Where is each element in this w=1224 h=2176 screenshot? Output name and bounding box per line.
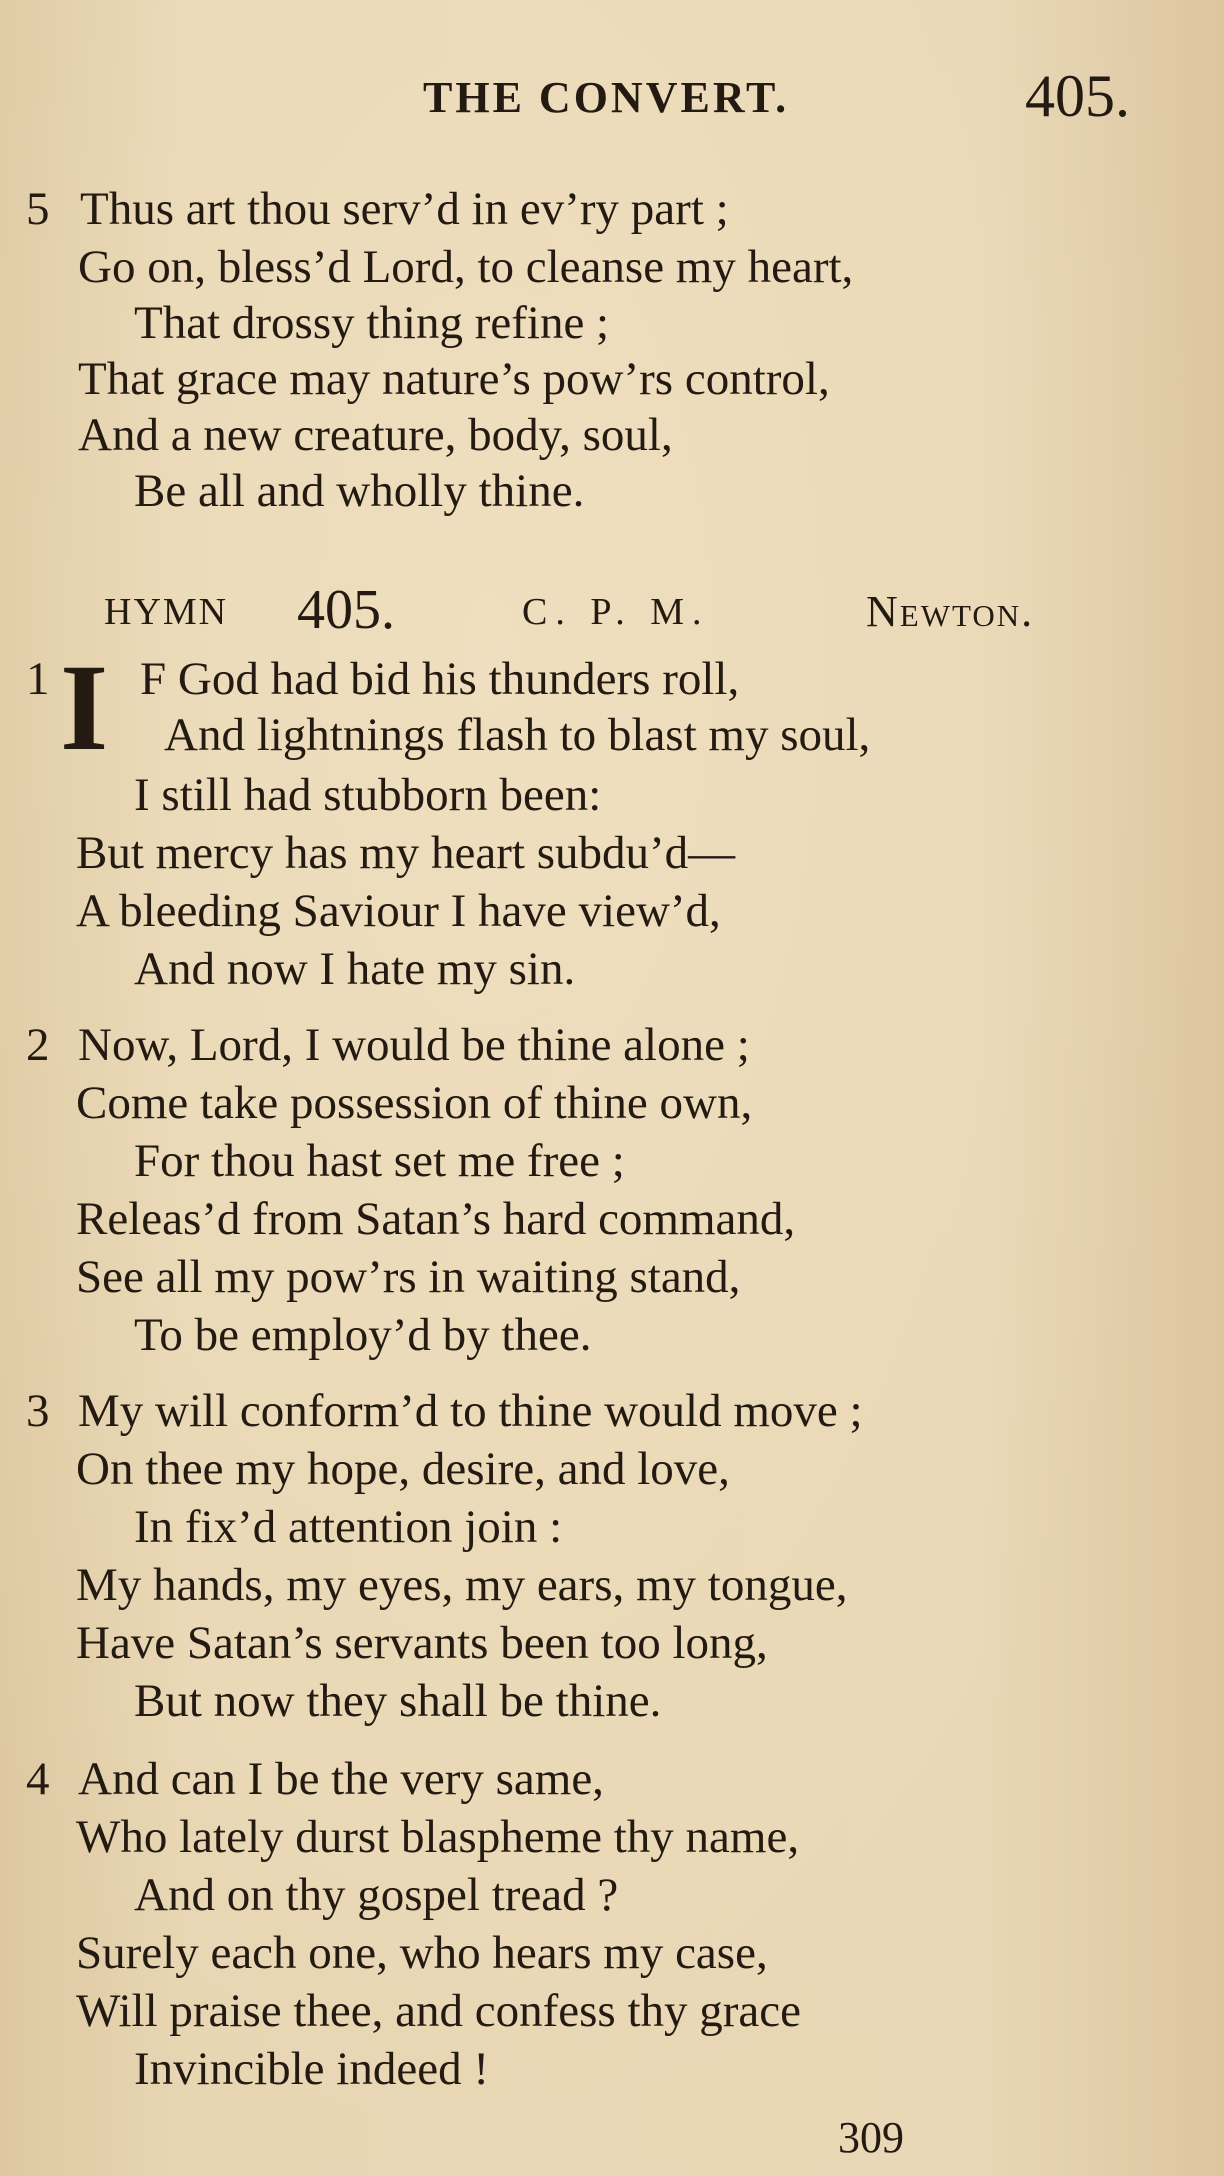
hymn-heading	[0, 580, 1224, 640]
verse-line: But now they shall be thine.	[134, 1675, 662, 1727]
page-header	[0, 62, 1224, 132]
verse-line: Go on, bless’d Lord, to cleanse my heart,	[78, 241, 854, 293]
verse-line: Come take possession of thine own,	[76, 1077, 753, 1129]
verse-line: Now, Lord, I would be thine alone ;	[78, 1019, 750, 1071]
verse-line: Be all and wholly thine.	[134, 465, 585, 517]
verse-line: Will praise thee, and confess thy grace	[76, 1985, 802, 2037]
verse-line: My will conform’d to thine would move ;	[78, 1385, 863, 1437]
stanza-number: 4	[26, 1753, 50, 1805]
verse-line: A bleeding Saviour I have view’d,	[76, 885, 721, 937]
drop-cap: I	[60, 639, 109, 776]
verse-line: That drossy thing refine ;	[134, 297, 610, 349]
verse-line: Releas’d from Satan’s hard command,	[76, 1193, 796, 1245]
verse-line: F God had bid his thunders roll,	[140, 653, 740, 705]
page-number: 405.	[1025, 63, 1130, 129]
verse-line: And can I be the very same,	[78, 1753, 604, 1805]
verse-line: Thus art thou serv’d in ev’ry part ;	[80, 183, 729, 235]
verse-line: Have Satan’s servants been too long,	[76, 1617, 768, 1669]
stanza-number: 3	[26, 1385, 50, 1437]
verse-line: For thou hast set me free ;	[134, 1135, 625, 1187]
hymn-meter: C. P. M.	[522, 591, 710, 633]
verse-line: Who lately durst blaspheme thy name,	[76, 1811, 800, 1863]
verse-line: Surely each one, who hears my case,	[76, 1927, 768, 1979]
verse-line: I still had stubborn been:	[134, 769, 602, 821]
verse-line: And lightnings flash to blast my soul,	[164, 709, 871, 761]
verse-line: And on thy gospel tread ?	[134, 1869, 619, 1921]
verse-line: My hands, my eyes, my ears, my tongue,	[76, 1559, 848, 1611]
verse-line: On thee my hope, desire, and love,	[76, 1443, 730, 1495]
verse-line: Invincible indeed !	[134, 2043, 489, 2095]
hymn-number: 405.	[297, 579, 395, 641]
verse-line: See all my pow’rs in waiting stand,	[76, 1251, 741, 1303]
stanza-number: 1	[26, 653, 50, 705]
verse-line: To be employ’d by thee.	[134, 1309, 592, 1361]
stanza-number: 5	[26, 183, 50, 235]
verse-line: In fix’d attention join :	[134, 1501, 563, 1553]
hymn-label: HYMN	[104, 591, 229, 633]
verse-line: That grace may nature’s pow’rs control,	[78, 353, 830, 405]
folio-number: 309	[838, 2113, 904, 2162]
running-title: THE CONVERT.	[423, 73, 790, 122]
verse-line: And now I hate my sin.	[134, 943, 576, 995]
verse-line: But mercy has my heart subdu’d—	[76, 827, 736, 879]
stanza-number: 2	[26, 1019, 50, 1071]
verse-line: And a new creature, body, soul,	[78, 409, 673, 461]
hymn-author: Newton.	[866, 587, 1035, 636]
